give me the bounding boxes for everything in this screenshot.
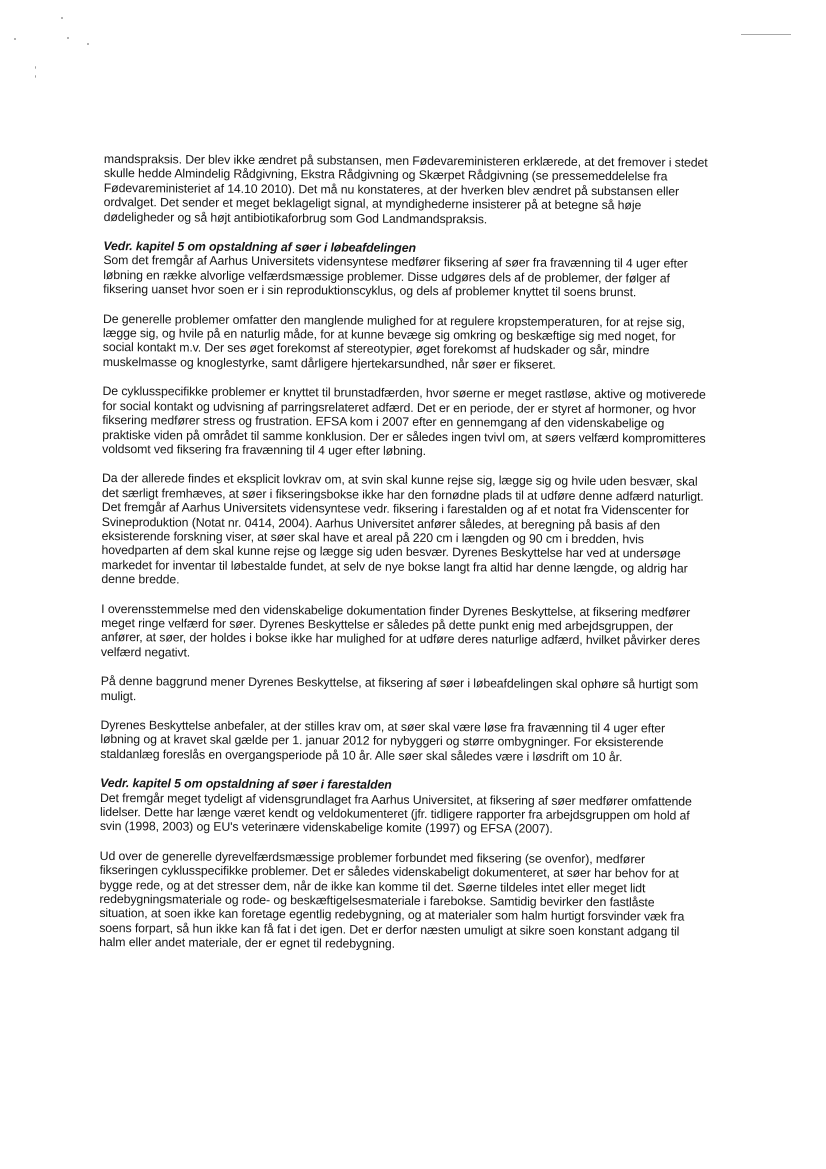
paragraph: mandspraksis. Der blev ikke ændret på substansen, men Fødevareministeren erklærede, at det fremover i stedet skulle hedde Almindelig Rådgivning, Ekstra Rådgivning og Skærpet Rådgivning (se pressemeddelelse fra Fødevareministeriet af 14.10 2010). Det må nu konstateres, at der hverken blev ændret på substansen eller ordvalget. Det sender et meget beklageligt signal, at myndighederne insisterer på at betegne så høje dødeligheder og så højt antibiotikaforbrug som God Landmandspraksis. (103, 152, 708, 226)
paragraph: Ud over de generelle dyrevelfærdsmæssige problemer forbundet med fiksering (se ovenfor), medfører fikseringen cyklusspecifikke problemer. Det er således videnskabeligt dokumenteret, at søer har behov for at bygge rede, og at det stresser dem, når de ikke kan komme til det. Søerne tildeles intet eller meget lidt redebygningsmateriale og rode- og beskæftigelsesmateriale i farebokse. Samtidig bevirker den fastlåste situation, at soen ikke kan foretage egentlig redebygning, og at materialer som halm hurtigt forsvinder væk fra soens forpart, så hun ikke kan få fat i det igen. Det er derfor næsten umuligt at sikre soen konstant adgang til halm eller andet materiale, der er egnet til redebygning. (99, 848, 685, 952)
document-body (99, 152, 708, 968)
paragraph: Da der allerede findes et eksplicit lovkrav om, at svin skal kunne rejse sig, lægge sig og hvile uden besvær, skal det særligt fremhæves, at søer i fikseringsbokse ikke har den fornødne plads til at udføre denne adfærd naturligt. Det fremgår af Aarhus Universitets vidensyntese vedr. fiksering i farestalden og af et notat fra Videnscenter for Svineproduktion (Notat nr. 0414, 2004). Aarhus Universitet anfører således, at beregning på basis af den eksisterende forskning viser, at søer skal have et areal på 220 cm i længden og 90 cm i bredden, hvis hovedparten af dem skal kunne rejse og lægge sig uden besvær. Dyrenes Beskyttelse har ved at undersøge markedet for inventar til løbestalde fundet, at selv de nye bokse langt fra altid har denne længde, og aldrig har denne bredde. (101, 471, 704, 587)
paragraph: Dyrenes Beskyttelse anbefaler, at der stilles krav om, at søer skal være løse fra fravænning til 4 uger efter løbning og at kravet skal gælde per 1. januar 2012 for nybyggeri og større ombygninger. For eksisterende staldanlæg foreslås en overgangsperiode på 10 år. Alle søer skal således være i løsdrift om 10 år. (100, 717, 666, 764)
paragraph: De generelle problemer omfatter den manglende mulighed for at regulere kropstemperaturen, for at rejse sig, lægge sig, og hvile på en naturlig måde, for at kunne bevæge sig omkring og beskæftige sig med noget, for social kontakt m.v. Der ses øget forekomst af stereotypier, øget forekomst af hudskader og sår, mindre muskelmasse og knoglestyrke, samt dårligere hjertekarsundhed, når søer er fikseret. (102, 311, 685, 372)
section-heading: Vedr. kapitel 5 om opstaldning af søer i farestalden (100, 776, 392, 792)
paragraph: Som det fremgår af Aarhus Universitets vidensyntese medfører fiksering af søer fra fravænning til 4 uger efter løbning en række alvorlige velfærdsmæssige problemer. Disse udgøres dels af de problemer, der følger af fiksering uanset hvor soen er i sin reproduktionscyklus, og dels af problemer knyttet til soens brunst. (103, 253, 688, 300)
paragraph: I overensstemmelse med den videnskabelige dokumentation finder Dyrenes Beskyttelse, at fiksering medfører meget ringe velfærd for søer. Dyrenes Beskyttelse er således på dette punkt enig med arbejdsgruppen, der anfører, at søer, der holdes i bokse ikke har mulighed for at udføre deres naturlige adfærd, hvilket påvirker deres velfærd negativt. (100, 601, 700, 660)
top-edge-line (741, 34, 791, 35)
section-heading: Vedr. kapitel 5 om opstaldning af søer i løbeafdelingen (103, 239, 416, 255)
paragraph: De cyklusspecifikke problemer er knyttet til brunstadfærden, hvor søerne er meget rastløse, aktive og motiverede for social kontakt og udvisning af parringsrelateret adfærd. Det er en periode, der er styret af hormoner, og hvor fiksering medfører stress og frustration. EFSA kom i 2007 efter en gennemgang af den videnskabelige og praktiske viden på området til samme konklusion. Der er således ingen tvivl om, at søers velfærd kompromitteres voldsomt ved fiksering fra fravænning til 4 uger efter løbning. (102, 384, 706, 458)
paragraph: På denne baggrund mener Dyrenes Beskyttelse, at fiksering af søer i løbeafdelingen skal ophøre så hurtigt som muligt. (100, 674, 699, 703)
paragraph: Det fremgår meget tydeligt af vidensgrundlaget fra Aarhus Universitet, at fiksering af søer medfører omfattende lidelser. Dette har længe været kendt og veldokumenteret (jfr. tidligere rapporter fra arbejdsgruppen om hold af svin (1998, 2003) og EU's veterinære videnskabelige komite (1997) og EFSA (2007). (99, 790, 692, 837)
